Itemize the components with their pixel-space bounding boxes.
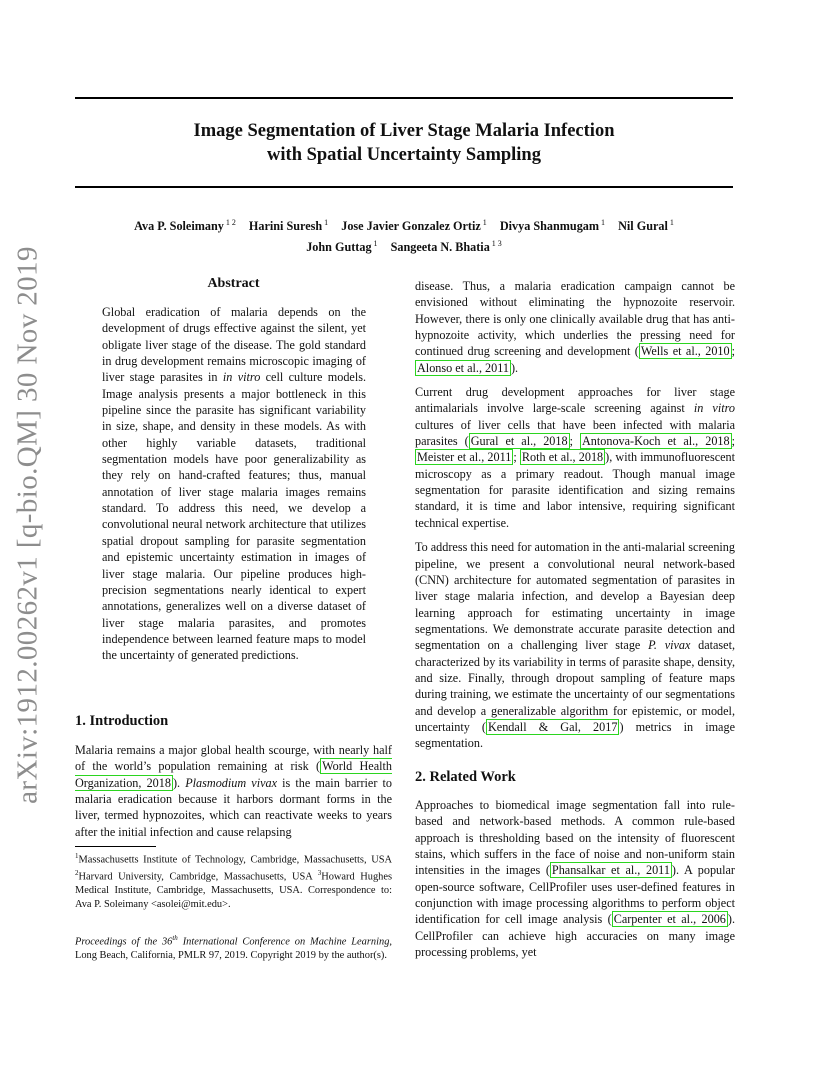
citation-link[interactable]: Wells et al., 2010 — [640, 344, 730, 359]
abstract-body — [102, 304, 366, 664]
intro-paragraph: Current drug development approaches for liver stage antimalarials involve large-scale screening against in vitro cultures of liver cells that have been infected with malaria parasites ( Gural et al., 2018 ; Antonova-Koch et al., 2018 ; Meister et al., 2011 ; Roth et al., 2018 ), with immunofluorescent microscopy as a primary readout. Though manual image segmentation for parasite identification and sizing remains standard, it is time and labor intensive, requiring significant technical expertise. — [415, 385, 736, 530]
arxiv-stamp — [10, 246, 46, 804]
related-work-paragraph: Approaches to biomedical image segmentation fall into rule-based and network-based methods. A common rule-based approach is thresholding based on the intensity of fluorescent stains, which suffers in the face of noise and non-uniform stain intensities in the images ( Phansalkar et al., 2011 ). A popular open-source software, CellProfiler uses user-defined features in conjunction with image processing algorithms to perform object identification for cell image analysis ( Carpenter et al., 2006 ). CellProfiler can achieve high accuracies on many image processing problems, yet — [415, 798, 736, 960]
arxiv-identifier: arXiv:1912.00262v1 [q-bio.QM] 30 Nov 2019 — [11, 246, 44, 804]
footnote-rule — [75, 846, 156, 847]
author-line-1 — [75, 214, 733, 235]
abstract-heading: Abstract — [207, 276, 260, 291]
citation-link[interactable]: World Health Organization, 2018 — [75, 759, 392, 790]
author-list — [75, 214, 733, 256]
intro-paragraph: Malaria remains a major global health scourge, with nearly half of the world’s population remaining at risk ( World Health Organization, 2018 ). Plasmodium vivax is the main barrier to malaria eradication because it harbors dormant forms in the liver, termed hypnozoites, which can reactivate weeks to years after the initial infection and cause relapsing — [75, 743, 393, 839]
intro-paragraph: To address this need for automation in the anti-malarial screening pipeline, we present a convolutional neural network-based (CNN) architecture for automated segmentation of parasites in liver stage malaria infection, and develop a Bayesian deep learning approach for estimating uncertainty in image segmentations. We demonstrate accurate parasite detection and segmentation on a challenging liver stage P. vivax dataset, characterized by its variability in terms of parasite shape, density, and size. Finally, through dropout sampling of feature maps during training, we estimate the uncertainty of our segmentations and develop a generalizable algorithm for epistemic, or model, uncertainty ( Kendall & Gal, 2017 ) metrics in image segmentation. — [415, 540, 735, 751]
paper-title — [75, 119, 733, 167]
citation-link[interactable]: Gural et al., 2018 — [470, 434, 568, 449]
author: Nil Gural $^1$ — [618, 218, 674, 233]
citation-link[interactable]: Alonso et al., 2011 — [417, 360, 509, 375]
title-line-1: Image Segmentation of Liver Stage Malaria Infection — [193, 121, 615, 141]
author: Ava P. Soleimany $^{1 2}$ — [134, 218, 236, 233]
title-rule-top — [75, 97, 733, 99]
citation-link[interactable]: Carpenter et al., 2006 — [613, 912, 726, 927]
affiliations-footnote: $^1$Massachusetts Institute of Technology, Cambridge, Massachusetts, USA $^2$Harvard University, Cambridge, Massachusetts, USA $^3$Howard Hughes Medical Institute, Cambridge, Massachusetts, USA. Correspondence to: Ava P. Soleimany <asolei@mit.edu>. — [75, 852, 392, 910]
introduction-body — [75, 742, 392, 840]
citation-link[interactable]: Phansalkar et al., 2011 — [551, 863, 670, 878]
author: John Guttag $^1$ — [306, 239, 378, 254]
citation-link[interactable]: Kendall & Gal, 2017 — [488, 719, 618, 734]
title-line-2: with Spatial Uncertainty Sampling — [267, 145, 541, 165]
introduction-heading: 1. Introduction — [75, 713, 169, 729]
author: Jose Javier Gonzalez Ortiz $^1$ — [341, 218, 487, 233]
right-column — [415, 278, 735, 752]
citation-link[interactable]: Antonova-Koch et al., 2018 — [581, 434, 730, 449]
author: Divya Shanmugam $^1$ — [499, 218, 606, 233]
intro-paragraph: disease. Thus, a malaria eradication campaign cannot be envisioned without eliminating the hypnozoite reservoir. However, there is only one clinically available drug that has anti-hypnozoite activity, which underlies the pressing need for continued drug screening and development ( Wells et al., 2010 ; Alonso et al., 2011 ). — [415, 279, 736, 375]
author: Harini Suresh $^1$ — [248, 218, 329, 233]
title-rule-bottom — [75, 186, 733, 188]
citation-link[interactable]: Roth et al., 2018 — [521, 450, 604, 465]
author-line-2 — [75, 235, 733, 256]
related-work-heading: 2. Related Work — [415, 769, 516, 785]
related-work-body — [415, 797, 735, 960]
author: Sangeeta N. Bhatia $^{1 3}$ — [390, 239, 502, 254]
citation-link[interactable]: Meister et al., 2011 — [417, 450, 512, 465]
abstract-paragraph: Global eradication of malaria depends on the development of drugs effective against the silent, yet obligate liver stage of the disease. The gold standard in drug development remains microscopic imaging of liver stage parasites in in vitro cell culture models. Image analysis presents a major bottleneck in this pipeline since the parasite has significant variability in size, shape, and density in these models. As with other highly variable datasets, traditional segmentation models have poor generalizability as they rely on hand-crafted features; thus, manual annotation of liver stage malaria images remains standard. To address this need, we develop a convolutional neural network architecture that utilizes spatial dropout sampling for parasite segmentation and epistemic uncertainty estimation in images of liver stage malaria. Our pipeline produces high-precision segmentations nearly identical to expert annotations, generalizes well on a diverse dataset of liver stage malaria parasites, and promotes independence between learned feature maps to model the uncertainty of generated predictions. — [102, 305, 367, 663]
proceedings-note: Proceedings of the 36th International Conference on Machine Learning, Long Beach, California, PMLR 97, 2019. Copyright 2019 by the author(s). — [75, 934, 392, 962]
